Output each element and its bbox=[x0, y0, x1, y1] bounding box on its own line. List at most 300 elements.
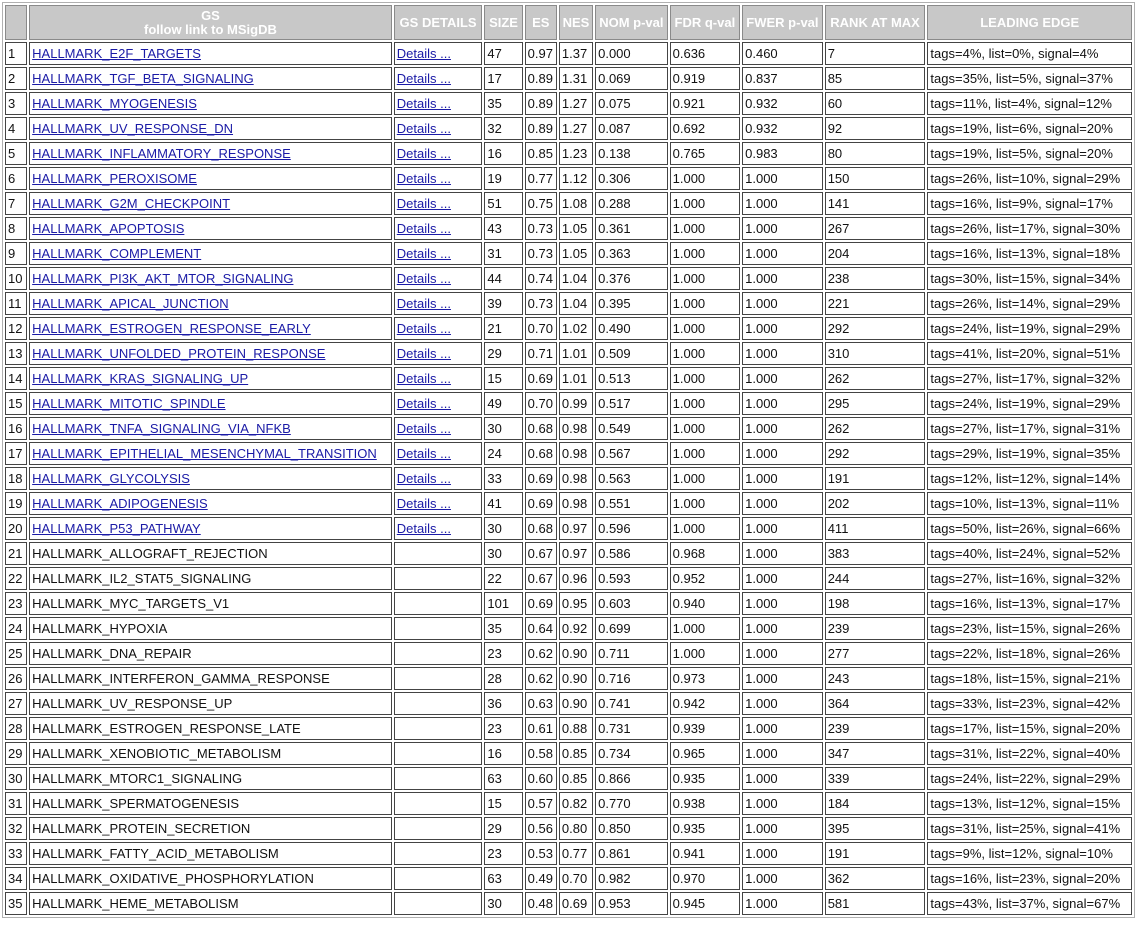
gs-details-cell bbox=[394, 892, 483, 915]
fwer-pval-cell: 1.000 bbox=[742, 592, 823, 615]
gene-set-cell bbox=[29, 92, 392, 115]
fwer-pval-cell: 1.000 bbox=[742, 667, 823, 690]
nes-cell: 0.97 bbox=[559, 517, 593, 540]
leading-edge-cell: tags=40%, list=24%, signal=52% bbox=[927, 542, 1132, 565]
gs-details-cell bbox=[394, 292, 483, 315]
gene-set-link[interactable]: HALLMARK_P53_PATHWAY bbox=[32, 521, 201, 536]
nom-pval-cell: 0.000 bbox=[595, 42, 668, 65]
rank-at-max-cell: 364 bbox=[825, 692, 926, 715]
details-link[interactable]: Details ... bbox=[396, 521, 451, 536]
es-cell: 0.49 bbox=[525, 867, 557, 890]
size-cell: 23 bbox=[484, 717, 522, 740]
nes-cell: 0.97 bbox=[559, 542, 593, 565]
size-cell: 49 bbox=[484, 392, 522, 415]
size-cell: 31 bbox=[484, 242, 522, 265]
nom-pval-cell: 0.567 bbox=[595, 442, 668, 465]
gs-details-cell bbox=[394, 117, 483, 140]
fwer-pval-cell: 1.000 bbox=[742, 767, 823, 790]
table-row bbox=[5, 792, 1132, 815]
rank-at-max-cell: 141 bbox=[825, 192, 926, 215]
rank-at-max-cell: 60 bbox=[825, 92, 926, 115]
fdr-qval-cell: 1.000 bbox=[670, 342, 741, 365]
gene-set-name: HALLMARK_IL2_STAT5_SIGNALING bbox=[32, 571, 252, 586]
nes-cell: 0.90 bbox=[559, 692, 593, 715]
nom-pval-cell: 0.716 bbox=[595, 667, 668, 690]
gs-details-cell bbox=[394, 367, 483, 390]
row-index: 9 bbox=[5, 242, 27, 265]
gene-set-link[interactable]: HALLMARK_E2F_TARGETS bbox=[32, 46, 201, 61]
es-cell: 0.73 bbox=[525, 217, 557, 240]
nes-cell: 0.85 bbox=[559, 742, 593, 765]
nes-cell: 0.98 bbox=[559, 492, 593, 515]
gene-set-cell bbox=[29, 692, 392, 715]
leading-edge-cell: tags=19%, list=5%, signal=20% bbox=[927, 142, 1132, 165]
details-link[interactable]: Details ... bbox=[396, 71, 451, 86]
gs-details-cell bbox=[394, 217, 483, 240]
rank-at-max-cell: 411 bbox=[825, 517, 926, 540]
nom-pval-cell: 0.982 bbox=[595, 867, 668, 890]
size-cell: 63 bbox=[484, 767, 522, 790]
row-index: 33 bbox=[5, 842, 27, 865]
size-cell: 23 bbox=[484, 842, 522, 865]
gene-set-link[interactable]: HALLMARK_TNFA_SIGNALING_VIA_NFKB bbox=[32, 421, 291, 436]
gs-details-cell bbox=[394, 192, 483, 215]
gene-set-name: HALLMARK_INTERFERON_GAMMA_RESPONSE bbox=[32, 671, 330, 686]
nes-cell: 1.05 bbox=[559, 242, 593, 265]
gs-details-cell bbox=[394, 717, 483, 740]
row-index: 1 bbox=[5, 42, 27, 65]
rank-at-max-cell: 238 bbox=[825, 267, 926, 290]
row-index: 19 bbox=[5, 492, 27, 515]
details-link[interactable]: Details ... bbox=[396, 496, 451, 511]
es-cell: 0.69 bbox=[525, 592, 557, 615]
gene-set-name: HALLMARK_DNA_REPAIR bbox=[32, 646, 192, 661]
nom-pval-header: NOM p-val bbox=[595, 5, 668, 40]
details-link[interactable]: Details ... bbox=[396, 346, 451, 361]
gene-set-cell bbox=[29, 867, 392, 890]
size-cell: 15 bbox=[484, 792, 522, 815]
nom-pval-cell: 0.069 bbox=[595, 67, 668, 90]
table-row bbox=[5, 717, 1132, 740]
fwer-pval-cell: 1.000 bbox=[742, 192, 823, 215]
nes-cell: 1.12 bbox=[559, 167, 593, 190]
gene-set-link[interactable]: HALLMARK_GLYCOLYSIS bbox=[32, 471, 190, 486]
gene-set-name: HALLMARK_MTORC1_SIGNALING bbox=[32, 771, 243, 786]
gene-set-name: HALLMARK_FATTY_ACID_METABOLISM bbox=[32, 846, 279, 861]
nom-pval-cell: 0.586 bbox=[595, 542, 668, 565]
es-cell: 0.67 bbox=[525, 542, 557, 565]
fdr-qval-cell: 1.000 bbox=[670, 267, 741, 290]
nes-cell: 1.27 bbox=[559, 92, 593, 115]
details-link[interactable]: Details ... bbox=[396, 421, 451, 436]
size-cell: 39 bbox=[484, 292, 522, 315]
rank-at-max-cell: 581 bbox=[825, 892, 926, 915]
nes-cell: 1.04 bbox=[559, 267, 593, 290]
table-row bbox=[5, 242, 1132, 265]
leading-edge-cell: tags=27%, list=17%, signal=32% bbox=[927, 367, 1132, 390]
rank-at-max-cell: 244 bbox=[825, 567, 926, 590]
gs-header-subtitle: follow link to MSigDB bbox=[144, 21, 277, 37]
table-row bbox=[5, 892, 1132, 915]
rank-at-max-cell: 295 bbox=[825, 392, 926, 415]
table-row bbox=[5, 617, 1132, 640]
gene-set-cell bbox=[29, 642, 392, 665]
nes-cell: 1.31 bbox=[559, 67, 593, 90]
gene-set-name: HALLMARK_HEME_METABOLISM bbox=[32, 896, 239, 911]
nom-pval-cell: 0.363 bbox=[595, 242, 668, 265]
row-index: 16 bbox=[5, 417, 27, 440]
fdr-qval-cell: 1.000 bbox=[670, 292, 741, 315]
gene-set-link[interactable]: HALLMARK_EPITHELIAL_MESENCHYMAL_TRANSITION bbox=[32, 446, 377, 461]
gs-header bbox=[29, 5, 392, 40]
gene-set-cell bbox=[29, 67, 392, 90]
row-index: 12 bbox=[5, 317, 27, 340]
leading-edge-cell: tags=29%, list=19%, signal=35% bbox=[927, 442, 1132, 465]
nom-pval-cell: 0.490 bbox=[595, 317, 668, 340]
nes-cell: 1.05 bbox=[559, 217, 593, 240]
gene-set-name: HALLMARK_PROTEIN_SECRETION bbox=[32, 821, 251, 836]
leading-edge-cell: tags=31%, list=25%, signal=41% bbox=[927, 817, 1132, 840]
size-cell: 33 bbox=[484, 467, 522, 490]
nes-cell: 0.90 bbox=[559, 667, 593, 690]
es-cell: 0.89 bbox=[525, 92, 557, 115]
nes-cell: 0.98 bbox=[559, 442, 593, 465]
nes-cell: 0.98 bbox=[559, 467, 593, 490]
gene-set-link[interactable]: HALLMARK_ADIPOGENESIS bbox=[32, 496, 208, 511]
details-link[interactable]: Details ... bbox=[396, 271, 451, 286]
leading-edge-cell: tags=4%, list=0%, signal=4% bbox=[927, 42, 1132, 65]
es-cell: 0.48 bbox=[525, 892, 557, 915]
fwer-pval-cell: 1.000 bbox=[742, 292, 823, 315]
gs-details-cell bbox=[394, 842, 483, 865]
nom-pval-cell: 0.596 bbox=[595, 517, 668, 540]
nom-pval-cell: 0.603 bbox=[595, 592, 668, 615]
es-cell: 0.75 bbox=[525, 192, 557, 215]
nes-cell: 0.70 bbox=[559, 867, 593, 890]
gene-set-cell bbox=[29, 217, 392, 240]
gs-details-cell bbox=[394, 542, 483, 565]
es-cell: 0.89 bbox=[525, 67, 557, 90]
rank-at-max-cell: 221 bbox=[825, 292, 926, 315]
fdr-qval-cell: 0.941 bbox=[670, 842, 741, 865]
leading-edge-cell: tags=12%, list=12%, signal=14% bbox=[927, 467, 1132, 490]
fwer-pval-cell: 0.460 bbox=[742, 42, 823, 65]
size-cell: 17 bbox=[484, 67, 522, 90]
details-link[interactable]: Details ... bbox=[396, 196, 451, 211]
row-index: 24 bbox=[5, 617, 27, 640]
gene-set-link[interactable]: HALLMARK_UV_RESPONSE_DN bbox=[32, 121, 234, 136]
fdr-qval-cell: 1.000 bbox=[670, 442, 741, 465]
table-row bbox=[5, 817, 1132, 840]
nom-pval-cell: 0.731 bbox=[595, 717, 668, 740]
table-row bbox=[5, 317, 1132, 340]
nom-pval-cell: 0.866 bbox=[595, 767, 668, 790]
gene-set-link[interactable]: HALLMARK_APOPTOSIS bbox=[32, 221, 185, 236]
row-index: 35 bbox=[5, 892, 27, 915]
fdr-qval-cell: 0.765 bbox=[670, 142, 741, 165]
gs-details-header: GS DETAILS bbox=[394, 5, 483, 40]
leading-edge-cell: tags=30%, list=15%, signal=34% bbox=[927, 267, 1132, 290]
fwer-pval-cell: 1.000 bbox=[742, 267, 823, 290]
nes-cell: 0.88 bbox=[559, 717, 593, 740]
fwer-pval-cell: 1.000 bbox=[742, 492, 823, 515]
gene-set-link[interactable]: HALLMARK_INFLAMMATORY_RESPONSE bbox=[32, 146, 291, 161]
leading-edge-cell: tags=50%, list=26%, signal=66% bbox=[927, 517, 1132, 540]
gene-set-cell bbox=[29, 317, 392, 340]
leading-edge-cell: tags=16%, list=13%, signal=18% bbox=[927, 242, 1132, 265]
gene-set-cell bbox=[29, 367, 392, 390]
nom-pval-cell: 0.395 bbox=[595, 292, 668, 315]
table-row bbox=[5, 217, 1132, 240]
details-link[interactable]: Details ... bbox=[396, 221, 451, 236]
fwer-pval-cell: 0.837 bbox=[742, 67, 823, 90]
fdr-qval-cell: 1.000 bbox=[670, 167, 741, 190]
details-link[interactable]: Details ... bbox=[396, 96, 451, 111]
gene-set-cell bbox=[29, 567, 392, 590]
gs-details-cell bbox=[394, 767, 483, 790]
nes-cell: 0.98 bbox=[559, 417, 593, 440]
fdr-qval-cell: 1.000 bbox=[670, 467, 741, 490]
gs-details-cell bbox=[394, 817, 483, 840]
nes-cell: 0.99 bbox=[559, 392, 593, 415]
gene-set-cell bbox=[29, 142, 392, 165]
leading-edge-cell: tags=10%, list=13%, signal=11% bbox=[927, 492, 1132, 515]
rank-at-max-cell: 202 bbox=[825, 492, 926, 515]
table-row bbox=[5, 192, 1132, 215]
gene-set-cell bbox=[29, 592, 392, 615]
size-cell: 44 bbox=[484, 267, 522, 290]
fdr-qval-cell: 1.000 bbox=[670, 317, 741, 340]
fdr-qval-cell: 0.636 bbox=[670, 42, 741, 65]
fwer-pval-cell: 1.000 bbox=[742, 392, 823, 415]
fwer-pval-cell: 1.000 bbox=[742, 342, 823, 365]
table-row bbox=[5, 592, 1132, 615]
row-index: 6 bbox=[5, 167, 27, 190]
rank-at-max-cell: 292 bbox=[825, 317, 926, 340]
table-row bbox=[5, 767, 1132, 790]
size-cell: 29 bbox=[484, 817, 522, 840]
gene-set-link[interactable]: HALLMARK_ESTROGEN_RESPONSE_EARLY bbox=[32, 321, 311, 336]
fwer-pval-cell: 1.000 bbox=[742, 792, 823, 815]
table-row bbox=[5, 567, 1132, 590]
table-row bbox=[5, 542, 1132, 565]
rank-at-max-cell: 150 bbox=[825, 167, 926, 190]
leading-edge-cell: tags=17%, list=15%, signal=20% bbox=[927, 717, 1132, 740]
details-link[interactable]: Details ... bbox=[396, 396, 451, 411]
gs-details-cell bbox=[394, 342, 483, 365]
gene-set-link[interactable]: HALLMARK_G2M_CHECKPOINT bbox=[32, 196, 231, 211]
gene-set-cell bbox=[29, 542, 392, 565]
es-cell: 0.69 bbox=[525, 367, 557, 390]
nom-pval-cell: 0.741 bbox=[595, 692, 668, 715]
fdr-qval-cell: 0.945 bbox=[670, 892, 741, 915]
fdr-qval-cell: 1.000 bbox=[670, 642, 741, 665]
row-index: 29 bbox=[5, 742, 27, 765]
gene-set-cell bbox=[29, 792, 392, 815]
es-cell: 0.69 bbox=[525, 467, 557, 490]
fwer-pval-cell: 0.932 bbox=[742, 117, 823, 140]
gene-set-cell bbox=[29, 42, 392, 65]
fdr-qval-cell: 1.000 bbox=[670, 517, 741, 540]
table-row bbox=[5, 42, 1132, 65]
size-cell: 51 bbox=[484, 192, 522, 215]
gs-details-cell bbox=[394, 267, 483, 290]
rank-at-max-cell: 310 bbox=[825, 342, 926, 365]
gene-set-link[interactable]: HALLMARK_PEROXISOME bbox=[32, 171, 197, 186]
es-cell: 0.64 bbox=[525, 617, 557, 640]
row-index: 3 bbox=[5, 92, 27, 115]
gene-set-link[interactable]: HALLMARK_UNFOLDED_PROTEIN_RESPONSE bbox=[32, 346, 326, 361]
gene-set-cell bbox=[29, 892, 392, 915]
fwer-pval-header: FWER p-val bbox=[742, 5, 823, 40]
es-cell: 0.57 bbox=[525, 792, 557, 815]
row-index: 26 bbox=[5, 667, 27, 690]
details-link[interactable]: Details ... bbox=[396, 321, 451, 336]
gene-set-link[interactable]: HALLMARK_TGF_BETA_SIGNALING bbox=[32, 71, 254, 86]
nes-cell: 0.90 bbox=[559, 642, 593, 665]
fwer-pval-cell: 1.000 bbox=[742, 892, 823, 915]
size-cell: 32 bbox=[484, 117, 522, 140]
details-link[interactable]: Details ... bbox=[396, 46, 451, 61]
details-link[interactable]: Details ... bbox=[396, 171, 451, 186]
details-link[interactable]: Details ... bbox=[396, 121, 451, 136]
fdr-qval-header: FDR q-val bbox=[670, 5, 741, 40]
es-cell: 0.67 bbox=[525, 567, 557, 590]
leading-edge-cell: tags=26%, list=10%, signal=29% bbox=[927, 167, 1132, 190]
rank-at-max-cell: 277 bbox=[825, 642, 926, 665]
leading-edge-cell: tags=35%, list=5%, signal=37% bbox=[927, 67, 1132, 90]
row-index: 28 bbox=[5, 717, 27, 740]
leading-edge-header: LEADING EDGE bbox=[927, 5, 1132, 40]
details-link[interactable]: Details ... bbox=[396, 146, 451, 161]
gs-details-cell bbox=[394, 567, 483, 590]
row-index: 18 bbox=[5, 467, 27, 490]
gene-set-link[interactable]: HALLMARK_APICAL_JUNCTION bbox=[32, 296, 229, 311]
nes-cell: 0.85 bbox=[559, 767, 593, 790]
fdr-qval-cell: 0.692 bbox=[670, 117, 741, 140]
nom-pval-cell: 0.861 bbox=[595, 842, 668, 865]
gene-set-link[interactable]: HALLMARK_MYOGENESIS bbox=[32, 96, 197, 111]
es-cell: 0.62 bbox=[525, 667, 557, 690]
nom-pval-cell: 0.563 bbox=[595, 467, 668, 490]
table-row bbox=[5, 67, 1132, 90]
gene-set-link[interactable]: HALLMARK_PI3K_AKT_MTOR_SIGNALING bbox=[32, 271, 294, 286]
fwer-pval-cell: 1.000 bbox=[742, 867, 823, 890]
gene-set-cell bbox=[29, 342, 392, 365]
row-index: 10 bbox=[5, 267, 27, 290]
leading-edge-cell: tags=27%, list=17%, signal=31% bbox=[927, 417, 1132, 440]
size-cell: 19 bbox=[484, 167, 522, 190]
size-cell: 23 bbox=[484, 642, 522, 665]
table-row bbox=[5, 667, 1132, 690]
es-cell: 0.77 bbox=[525, 167, 557, 190]
nom-pval-cell: 0.306 bbox=[595, 167, 668, 190]
size-cell: 63 bbox=[484, 867, 522, 890]
size-cell: 101 bbox=[484, 592, 522, 615]
gs-details-cell bbox=[394, 517, 483, 540]
gene-set-link[interactable]: HALLMARK_KRAS_SIGNALING_UP bbox=[32, 371, 249, 386]
nom-pval-cell: 0.513 bbox=[595, 367, 668, 390]
gene-set-cell bbox=[29, 167, 392, 190]
gene-set-link[interactable]: HALLMARK_MITOTIC_SPINDLE bbox=[32, 396, 226, 411]
nom-pval-cell: 0.517 bbox=[595, 392, 668, 415]
fdr-qval-cell: 0.935 bbox=[670, 767, 741, 790]
nom-pval-cell: 0.953 bbox=[595, 892, 668, 915]
fdr-qval-cell: 0.921 bbox=[670, 92, 741, 115]
leading-edge-cell: tags=24%, list=19%, signal=29% bbox=[927, 317, 1132, 340]
rank-at-max-cell: 262 bbox=[825, 417, 926, 440]
gene-set-cell bbox=[29, 392, 392, 415]
details-link[interactable]: Details ... bbox=[396, 446, 451, 461]
row-index: 21 bbox=[5, 542, 27, 565]
fwer-pval-cell: 1.000 bbox=[742, 642, 823, 665]
gs-header-title: GS bbox=[201, 7, 220, 23]
fdr-qval-cell: 0.968 bbox=[670, 542, 741, 565]
rank-at-max-cell: 191 bbox=[825, 467, 926, 490]
fdr-qval-cell: 0.940 bbox=[670, 592, 741, 615]
size-cell: 24 bbox=[484, 442, 522, 465]
row-index: 30 bbox=[5, 767, 27, 790]
details-link[interactable]: Details ... bbox=[396, 296, 451, 311]
gs-details-cell bbox=[394, 417, 483, 440]
nom-pval-cell: 0.699 bbox=[595, 617, 668, 640]
rank-at-max-cell: 239 bbox=[825, 617, 926, 640]
gs-details-cell bbox=[394, 617, 483, 640]
gene-set-cell bbox=[29, 192, 392, 215]
table-row bbox=[5, 117, 1132, 140]
gene-set-cell bbox=[29, 467, 392, 490]
details-link[interactable]: Details ... bbox=[396, 246, 451, 261]
fwer-pval-cell: 1.000 bbox=[742, 742, 823, 765]
table-row bbox=[5, 92, 1132, 115]
nom-pval-cell: 0.087 bbox=[595, 117, 668, 140]
nom-pval-cell: 0.075 bbox=[595, 92, 668, 115]
details-link[interactable]: Details ... bbox=[396, 371, 451, 386]
leading-edge-cell: tags=26%, list=14%, signal=29% bbox=[927, 292, 1132, 315]
nes-cell: 1.04 bbox=[559, 292, 593, 315]
nom-pval-cell: 0.734 bbox=[595, 742, 668, 765]
gene-set-link[interactable]: HALLMARK_COMPLEMENT bbox=[32, 246, 202, 261]
nom-pval-cell: 0.711 bbox=[595, 642, 668, 665]
es-cell: 0.70 bbox=[525, 317, 557, 340]
fwer-pval-cell: 1.000 bbox=[742, 817, 823, 840]
gene-set-name: HALLMARK_MYC_TARGETS_V1 bbox=[32, 596, 230, 611]
gene-set-cell bbox=[29, 617, 392, 640]
size-cell: 30 bbox=[484, 417, 522, 440]
table-row bbox=[5, 342, 1132, 365]
rank-at-max-cell: 383 bbox=[825, 542, 926, 565]
gene-set-cell bbox=[29, 742, 392, 765]
size-cell: 41 bbox=[484, 492, 522, 515]
nes-cell: 1.23 bbox=[559, 142, 593, 165]
size-cell: 47 bbox=[484, 42, 522, 65]
size-cell: 29 bbox=[484, 342, 522, 365]
rank-at-max-cell: 395 bbox=[825, 817, 926, 840]
gs-details-cell bbox=[394, 742, 483, 765]
details-link[interactable]: Details ... bbox=[396, 471, 451, 486]
es-cell: 0.58 bbox=[525, 742, 557, 765]
gs-details-cell bbox=[394, 42, 483, 65]
rank-at-max-cell: 243 bbox=[825, 667, 926, 690]
es-cell: 0.53 bbox=[525, 842, 557, 865]
rank-at-max-cell: 7 bbox=[825, 42, 926, 65]
leading-edge-cell: tags=33%, list=23%, signal=42% bbox=[927, 692, 1132, 715]
gs-details-cell bbox=[394, 242, 483, 265]
fdr-qval-cell: 0.939 bbox=[670, 717, 741, 740]
es-cell: 0.71 bbox=[525, 342, 557, 365]
fdr-qval-cell: 1.000 bbox=[670, 417, 741, 440]
es-cell: 0.73 bbox=[525, 242, 557, 265]
